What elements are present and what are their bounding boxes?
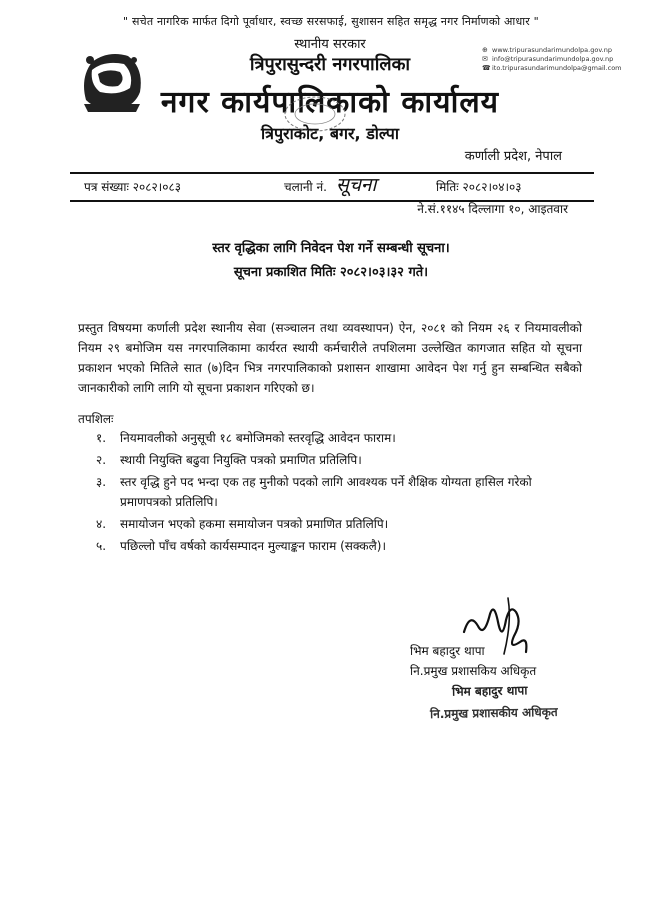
list-item-text: स्तर वृद्धि हुने पद भन्दा एक तह मुनीको पदको लागि आवश्यक पर्ने शैक्षिक योग्यता हासिल गरेको प्रमाणपत्रको प्रतिलिपि। xyxy=(120,475,532,509)
list-item-number: ४. xyxy=(96,517,107,531)
contact-list xyxy=(492,46,622,73)
date-label: मितिः xyxy=(436,180,459,194)
phone-icon: ☎ xyxy=(482,64,491,72)
list-item xyxy=(96,514,576,534)
local-government-label: स्थानीय सरकार xyxy=(294,37,366,52)
list-item-text: पछिल्लो पाँच वर्षको कार्यसम्पादन मुल्याङ्कन फाराम (सक्कलै)। xyxy=(120,539,386,553)
list-item-text: समायोजन भएको हकमा समायोजन पत्रको प्रमाणित प्रतिलिपि। xyxy=(120,517,389,531)
list-item-number: २. xyxy=(96,453,107,467)
web-icon: ⊕ xyxy=(482,46,488,54)
list-item xyxy=(96,536,576,556)
nepal-samvat-date: ने.सं.११४५ दिल्लागा १०, आइतवार xyxy=(417,202,568,216)
list-item xyxy=(96,428,576,448)
list-item xyxy=(96,472,576,512)
list-item xyxy=(96,450,576,470)
motto: " सचेत नागरिक मार्फत दिगो पूर्वाधार, स्वच्छ सरसफाई, सुशासन सहित समृद्ध नगर निर्माणको आधार " xyxy=(123,15,539,28)
office-address: त्रिपुराकोट, बगर, डोल्पा xyxy=(260,124,400,143)
mail-icon: ✉ xyxy=(482,55,488,63)
contact-icons xyxy=(482,46,490,73)
nepal-emblem-icon xyxy=(78,48,146,116)
list-item-text: नियमावलीको अनुसूची १८ बमोजिमको स्तरवृद्धि आवेदन फाराम। xyxy=(120,431,396,445)
municipality-name: त्रिपुरासुन्दरी नगरपालिका xyxy=(249,54,411,75)
notice-published-date: सूचना प्रकाशित मितिः २०८२।०३।३२ गते। xyxy=(233,265,429,280)
notice-body: प्रस्तुत विषयमा कर्णाली प्रदेश स्थानीय सेवा (सञ्चालन तथा व्यवस्थापन) ऐन, २०८१ को नियम २६ र नियमावलीको नियम २९ बमोजिम यस नगरपालिकामा कार्यरत स्थायी कर्मचारीले तपशिलमा उल्लेखित कागजात सहित यो सूचना प्रकाशन भएको मितिले सात (७)दिन भित्र नगरपालिकाको प्रशासन शाखामा आवेदन पेश गर्नु हुन सम्बन्धित सबैको जानकारीको लागि लागि यो सूचना प्रकाशन गरिएको छ। xyxy=(78,321,582,395)
signatory-title: नि.प्रमुख प्रशासकिय अधिकृत xyxy=(410,664,537,678)
gmail-link[interactable]: ito.tripurasundarimundolpa@gmail.com xyxy=(492,64,622,72)
signatory-name: भिम बहादुर थापा xyxy=(410,644,485,658)
list-heading: तपशिलः xyxy=(78,412,114,426)
round-stamp-icon xyxy=(280,94,350,134)
website-link[interactable]: www.tripurasundarimundolpa.gov.np xyxy=(492,46,612,54)
list-item-number: १. xyxy=(96,431,107,445)
letter-number xyxy=(84,178,181,195)
notice-title: स्तर वृद्धिका लागि निवेदन पेश गर्ने सम्बन्धी सूचना। xyxy=(212,241,450,256)
email-link[interactable]: info@tripurasundarimundolpa.gov.np xyxy=(492,55,614,63)
list-item-number: ५. xyxy=(96,539,107,553)
office-title: नगर कार्यपालिकाको कार्यालय xyxy=(160,85,500,120)
letter-number-value: २०८२।०८३ xyxy=(132,180,181,194)
letter-number-label: पत्र संख्याः xyxy=(84,180,129,194)
letter-date xyxy=(436,178,522,195)
date-value: २०८२।०४।०३ xyxy=(462,180,522,194)
dispatch-number-value: सूचना xyxy=(336,174,377,196)
list-item-number: ३. xyxy=(96,475,107,489)
stamp-signatory-title: नि.प्रमुख प्रशासकीय अधिकृत xyxy=(429,704,558,722)
stamp-signatory-name: भिम बहादुर थापा xyxy=(451,683,528,699)
list-item-text: स्थायी नियुक्ति बढुवा नियुक्ति पत्रको प्रमाणित प्रतिलिपि। xyxy=(120,453,362,467)
province-label: कर्णाली प्रदेश, नेपाल xyxy=(464,149,562,164)
dispatch-number-label: चलानी नं. xyxy=(284,180,327,194)
